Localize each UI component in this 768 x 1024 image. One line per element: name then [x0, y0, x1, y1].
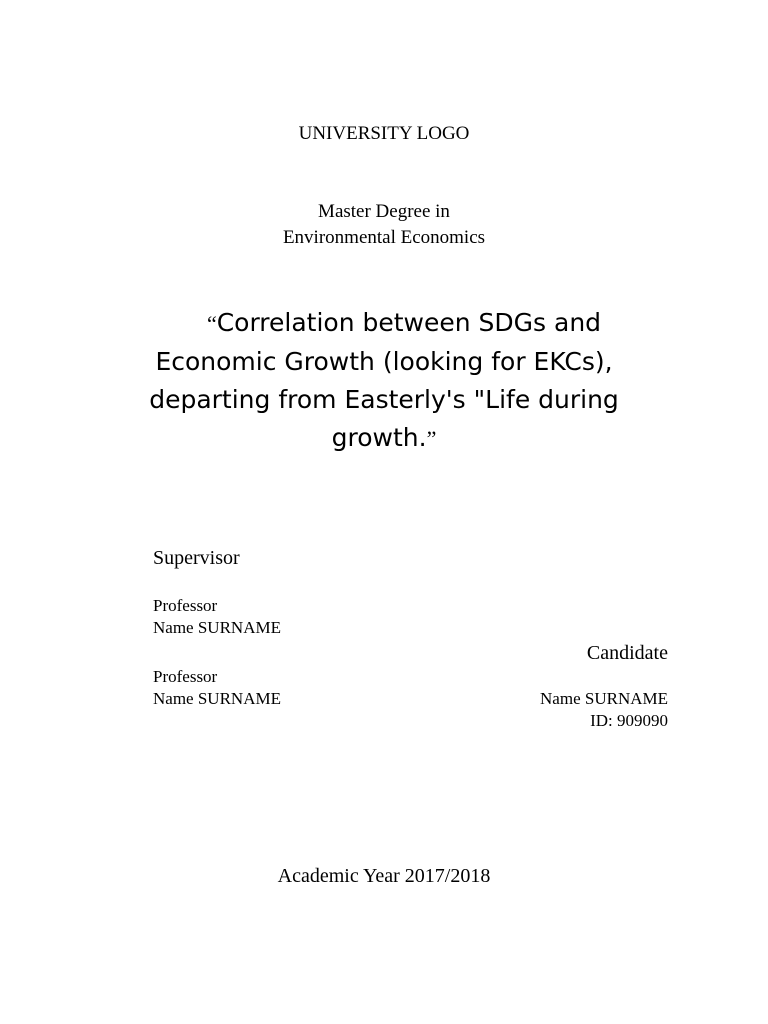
academic-year: Academic Year 2017/2018: [277, 865, 491, 887]
thesis-title-line-3: departing from Easterly's "Life during: [149, 385, 619, 414]
candidate-heading: Candidate: [586, 642, 668, 664]
candidate-id: ID: 909090: [590, 711, 668, 730]
supervisor-name: Name SURNAME: [153, 689, 281, 708]
thesis-title: [100, 304, 668, 458]
thesis-title-line-4: [100, 419, 668, 458]
thesis-title-text-4: growth.: [331, 423, 427, 452]
candidate-entry: [540, 688, 668, 732]
supervisor-name: Name SURNAME: [153, 618, 281, 637]
supervisor-title: Professor: [153, 596, 218, 615]
degree-program: [0, 199, 768, 251]
supervisor-heading: Supervisor: [153, 547, 240, 569]
supervisor-title: Professor: [153, 667, 218, 686]
degree-line: Master Degree in: [318, 201, 450, 222]
thesis-title-line-2: Economic Growth (looking for EKCs),: [155, 347, 613, 376]
close-quote: ”: [426, 426, 437, 451]
supervisor-entry: [153, 666, 281, 710]
supervisor-entry: [153, 595, 281, 639]
degree-field: Environmental Economics: [282, 227, 486, 248]
thesis-title-text-1: Correlation between SDGs and: [216, 308, 602, 337]
university-logo-placeholder: UNIVERSITY LOGO: [298, 123, 470, 144]
open-quote: “: [206, 311, 217, 336]
thesis-title-line-1: [100, 304, 668, 343]
candidate-name: Name SURNAME: [540, 689, 668, 708]
